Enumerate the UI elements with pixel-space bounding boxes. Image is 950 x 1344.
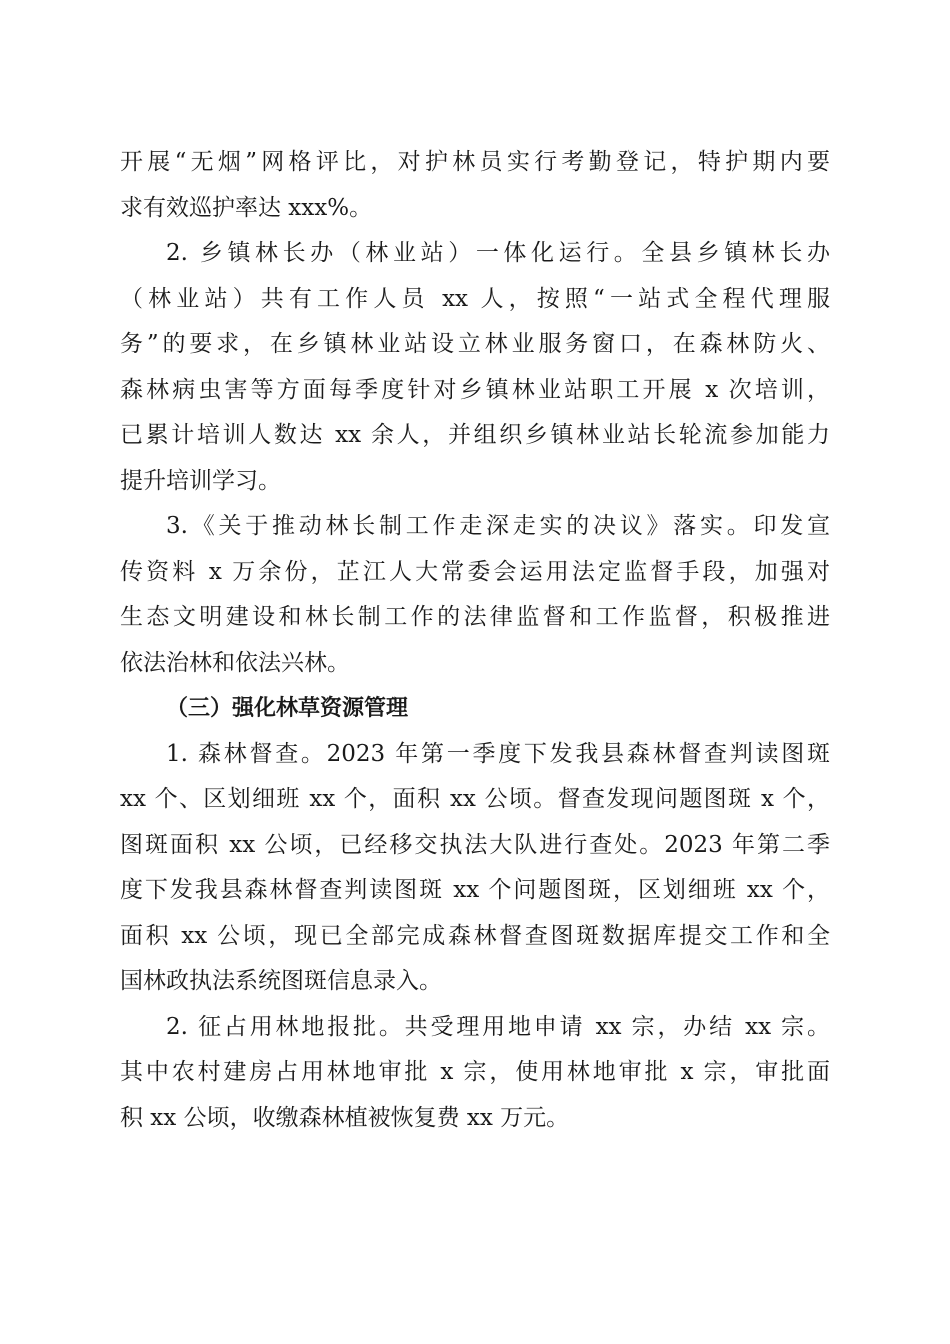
paragraph-forest-inspection — [120, 732, 830, 1005]
paragraph-resolution — [120, 504, 830, 686]
text-line: 求有效巡护率达 xxx%。 — [120, 194, 373, 221]
text-line: 开展“无烟”网格评比，对护林员实行考勤登记，特护期内要 — [120, 149, 830, 175]
text-line: 国林政执法系统图斑信息录入。 — [120, 968, 442, 994]
heading-line: （三）强化林草资源管理 — [166, 696, 409, 721]
text-line: 图斑面积 xx 公顷，已经移交执法大队进行查处。2023 年第二季 — [120, 831, 830, 858]
text-line: 度下发我县森林督查判读图斑 xx 个问题图斑，区划细班 xx 个， — [120, 877, 830, 903]
text-line: 2. 乡镇林长办（林业站）一体化运行。全县乡镇林长办 — [166, 240, 830, 266]
text-line: 提升培训学习。 — [120, 467, 281, 494]
paragraph-continuation — [120, 140, 830, 231]
paragraph-township-office — [120, 231, 830, 504]
text-line: 积 xx 公顷，收缴森林植被恢复费 xx 万元。 — [120, 1104, 570, 1131]
section-heading — [120, 686, 830, 732]
text-line: 传资料 x 万余份，芷江人大常委会运用法定监督手段，加强对 — [120, 558, 830, 585]
text-line: 森林病虫害等方面每季度针对乡镇林业站职工开展 x 次培训， — [120, 376, 830, 403]
text-line: xx 个、区划细班 xx 个，面积 xx 公顷。督查发现问题图斑 x 个， — [120, 786, 830, 812]
text-line: 3.《关于推动林长制工作走深走实的决议》落实。印发宣 — [166, 513, 830, 539]
document-body — [120, 140, 830, 1141]
text-line: 务”的要求，在乡镇林业站设立林业服务窗口，在森林防火、 — [120, 331, 830, 357]
text-line: 已累计培训人数达 xx 余人，并组织乡镇林业站长轮流参加能力 — [120, 422, 830, 448]
text-line: 1. 森林督查。2023 年第一季度下发我县森林督查判读图斑 — [166, 740, 830, 767]
text-line: 生态文明建设和林长制工作的法律监督和工作监督，积极推进 — [120, 604, 830, 630]
text-line: 2. 征占用林地报批。共受理用地申请 xx 宗，办结 xx 宗。 — [166, 1013, 830, 1040]
text-line: 依法治林和依法兴林。 — [120, 649, 350, 676]
text-line: 面积 xx 公顷，现已全部完成森林督查图斑数据库提交工作和全 — [120, 922, 830, 949]
text-line: （林业站）共有工作人员 xx 人，按照“一站式全程代理服 — [120, 285, 830, 312]
text-line: 其中农村建房占用林地审批 x 宗，使用林地审批 x 宗，审批面 — [120, 1059, 830, 1085]
paragraph-land-approval — [120, 1005, 830, 1142]
